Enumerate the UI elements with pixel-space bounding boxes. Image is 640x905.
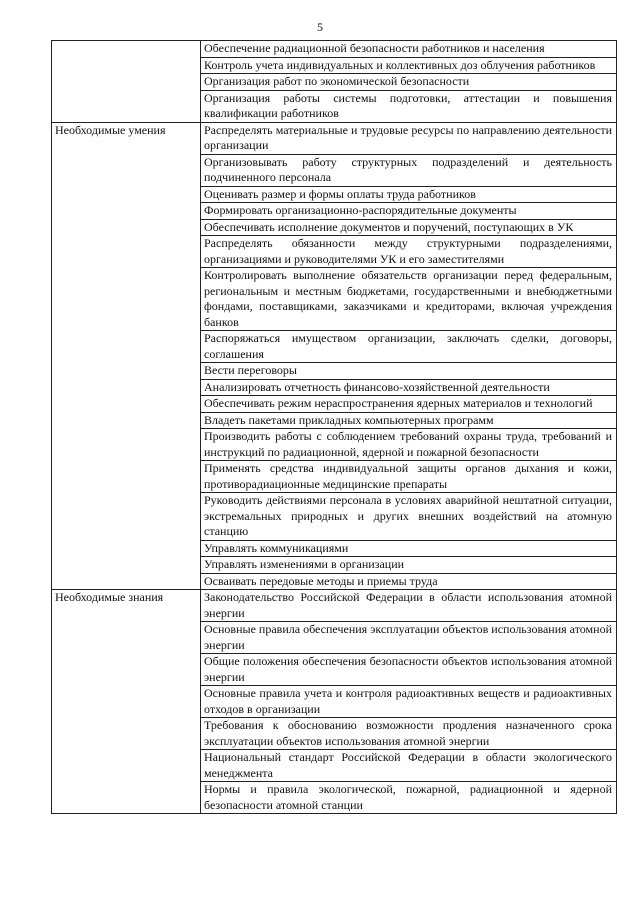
requirement-item: Осваивать передовые методы и приемы труда bbox=[201, 573, 617, 590]
requirement-item: Распределять материальные и трудовые ресурсы по направлению деятельности организации bbox=[201, 122, 617, 154]
requirement-item: Формировать организационно-распорядительные документы bbox=[201, 203, 617, 220]
requirement-item: Основные правила обеспечения эксплуатации объектов использования атомной энергии bbox=[201, 622, 617, 654]
requirement-item: Организация работы системы подготовки, аттестации и повышения квалификации работников bbox=[201, 90, 617, 122]
requirement-item: Контролировать выполнение обязательств организации перед федеральным, региональным и местным бюджетами, государственными и внебюджетными фондами, поставщиками, заказчиками и кредиторами, включая учреждения банков bbox=[201, 268, 617, 331]
table-row bbox=[52, 41, 617, 58]
table-row bbox=[52, 590, 617, 622]
requirement-item: Обеспечивать режим нераспространения ядерных материалов и технологий bbox=[201, 396, 617, 413]
requirement-item: Законодательство Российской Федерации в области использования атомной энергии bbox=[201, 590, 617, 622]
requirement-item: Обеспечивать исполнение документов и поручений, поступающих в УК bbox=[201, 219, 617, 236]
requirement-item: Управлять коммуникациями bbox=[201, 540, 617, 557]
requirement-item: Национальный стандарт Российской Федерации в области экологического менеджмента bbox=[201, 750, 617, 782]
section-label bbox=[52, 41, 201, 123]
requirement-item: Требования к обоснованию возможности продления назначенного срока эксплуатации объектов использования атомной энергии bbox=[201, 718, 617, 750]
requirement-item: Управлять изменениями в организации bbox=[201, 557, 617, 574]
section-label: Необходимые знания bbox=[52, 590, 201, 814]
requirement-item: Применять средства индивидуальной защиты органов дыхания и кожи, противорадиационные медицинские препараты bbox=[201, 461, 617, 493]
requirement-item: Нормы и правила экологической, пожарной, радиационной и ядерной безопасности атомной станции bbox=[201, 782, 617, 814]
requirement-item: Руководить действиями персонала в условиях аварийной нештатной ситуации, экстремальных природных и других внешних воздействий на атомную станцию bbox=[201, 493, 617, 541]
requirement-item: Распределять обязанности между структурными подразделениями, организациями и руководителями УК и его заместителями bbox=[201, 236, 617, 268]
competency-table bbox=[51, 40, 617, 814]
requirement-item: Обеспечение радиационной безопасности работников и населения bbox=[201, 41, 617, 58]
requirement-item: Организация работ по экономической безопасности bbox=[201, 74, 617, 91]
competency-table-body bbox=[52, 41, 617, 814]
requirement-item: Владеть пакетами прикладных компьютерных программ bbox=[201, 412, 617, 429]
requirement-item: Распоряжаться имуществом организации, заключать сделки, договоры, соглашения bbox=[201, 331, 617, 363]
requirement-item: Оценивать размер и формы оплаты труда работников bbox=[201, 186, 617, 203]
requirement-item: Общие положения обеспечения безопасности объектов использования атомной энергии bbox=[201, 654, 617, 686]
requirement-item: Контроль учета индивидуальных и коллективных доз облучения работников bbox=[201, 57, 617, 74]
requirement-item: Организовывать работу структурных подразделений и деятельность подчиненного персонала bbox=[201, 154, 617, 186]
requirement-item: Основные правила учета и контроля радиоактивных веществ и радиоактивных отходов в организации bbox=[201, 686, 617, 718]
table-row bbox=[52, 122, 617, 154]
section-label: Необходимые умения bbox=[52, 122, 201, 590]
requirement-item: Вести переговоры bbox=[201, 363, 617, 380]
requirement-item: Анализировать отчетность финансово-хозяйственной деятельности bbox=[201, 379, 617, 396]
page-number: 5 bbox=[317, 20, 323, 34]
requirement-item: Производить работы с соблюдением требований охраны труда, требований и инструкций по радиационной, ядерной и пожарной безопасности bbox=[201, 429, 617, 461]
